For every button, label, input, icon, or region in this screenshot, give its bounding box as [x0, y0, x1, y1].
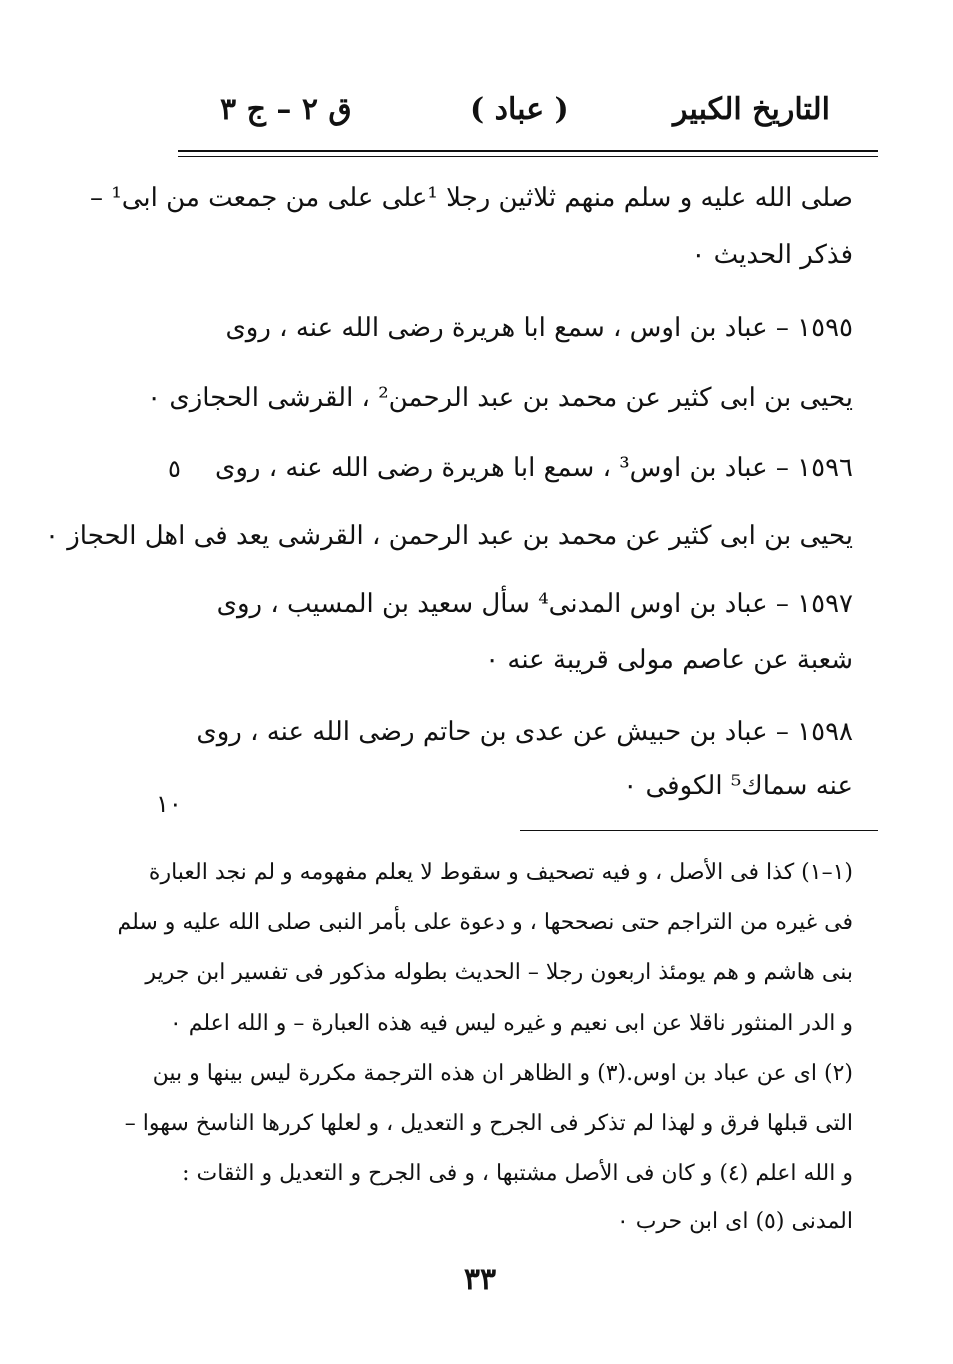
- volume-marker: ق ٢ – ج ٣: [220, 92, 352, 127]
- entry-1596-line: ١٥٩٦ – عباد بن اوس³ ، سمع ابا هريرة رضى الله عنه ، روى: [215, 453, 853, 483]
- text-line: عنه سماك⁵ الكوفى ٠: [623, 771, 853, 801]
- footnote-line: بنى هاشم و هم يومئذ اربعون رجلا – الحديث بطوله مذكور فى تفسير ابن جرير: [145, 960, 853, 985]
- text-line: يحيى بن ابى كثير عن محمد بن عبد الرحمن² ، القرشى الحجازى ٠: [147, 383, 853, 413]
- entry-1595-line: ١٥٩٥ – عباد بن اوس ، سمع ابا هريرة رضى الله عنه ، روى: [225, 313, 853, 343]
- text-line: صلى الله عليه و سلم منهم ثلاثين رجلا ¹على على من جمعت من ابى¹ –: [90, 183, 853, 213]
- text-line: فذكر الحديث ٠: [691, 240, 853, 270]
- margin-line-number: ٥: [168, 455, 181, 483]
- footnote-line: (١–١) كذا فى الأصل ، و فيه تصحيف و سقوط لا يعلم مفهومه و لم نجد العبارة: [148, 860, 853, 885]
- section-title: ( عباد ): [470, 92, 569, 127]
- header-rule: [178, 150, 878, 152]
- entry-1597-line: ١٥٩٧ – عباد بن اوس المدنى⁴ سأل سعيد بن المسيب ، روى: [216, 589, 853, 619]
- entry-1598-line: ١٥٩٨ – عباد بن حبيش عن عدى بن حاتم رضى الله عنه ، روى: [196, 717, 853, 747]
- footnote-line: و الدر المنثور ناقلا عن ابى نعيم و غيره ليس فيه هذه العبارة – و الله اعلم ٠: [169, 1011, 853, 1036]
- footnote-line: فى غيره من التراجم حتى نصححها ، و دعوة على بأمر النبى صلى الله عليه و سلم: [117, 910, 853, 935]
- text-line: شعبة عن عاصم مولى قريبة عنه ٠: [485, 645, 853, 675]
- header-rule-thin: [178, 156, 878, 157]
- footnote-rule: [520, 830, 878, 831]
- margin-line-number: ١٠: [156, 790, 182, 818]
- footnote-line: التى قبلها فرق و لهذا لم تذكر فى الجرح و التعديل ، و لعلها كررها الناسخ سهوا –: [124, 1111, 853, 1136]
- footnote-line: (٢) اى عن عباد بن اوس.(٣) و الظاهر ان هذه الترجمة مكررة ليس بينها و بين: [152, 1061, 853, 1086]
- book-title: التاريخ الكبير: [672, 92, 830, 127]
- footnote-line: المدنى (٥) اى ابن حرب ٠: [616, 1209, 853, 1234]
- text-line: يحيى بن ابى كثير عن محمد بن عبد الرحمن ، القرشى يعد فى اهل الحجاز ٠: [45, 521, 853, 551]
- footnote-line: و الله اعلم (٤) و كان فى الأصل مشتبها ، و فى الجرح و التعديل و الثقات :: [182, 1161, 853, 1186]
- running-header: [200, 92, 840, 142]
- page-number: ٣٣: [463, 1262, 497, 1297]
